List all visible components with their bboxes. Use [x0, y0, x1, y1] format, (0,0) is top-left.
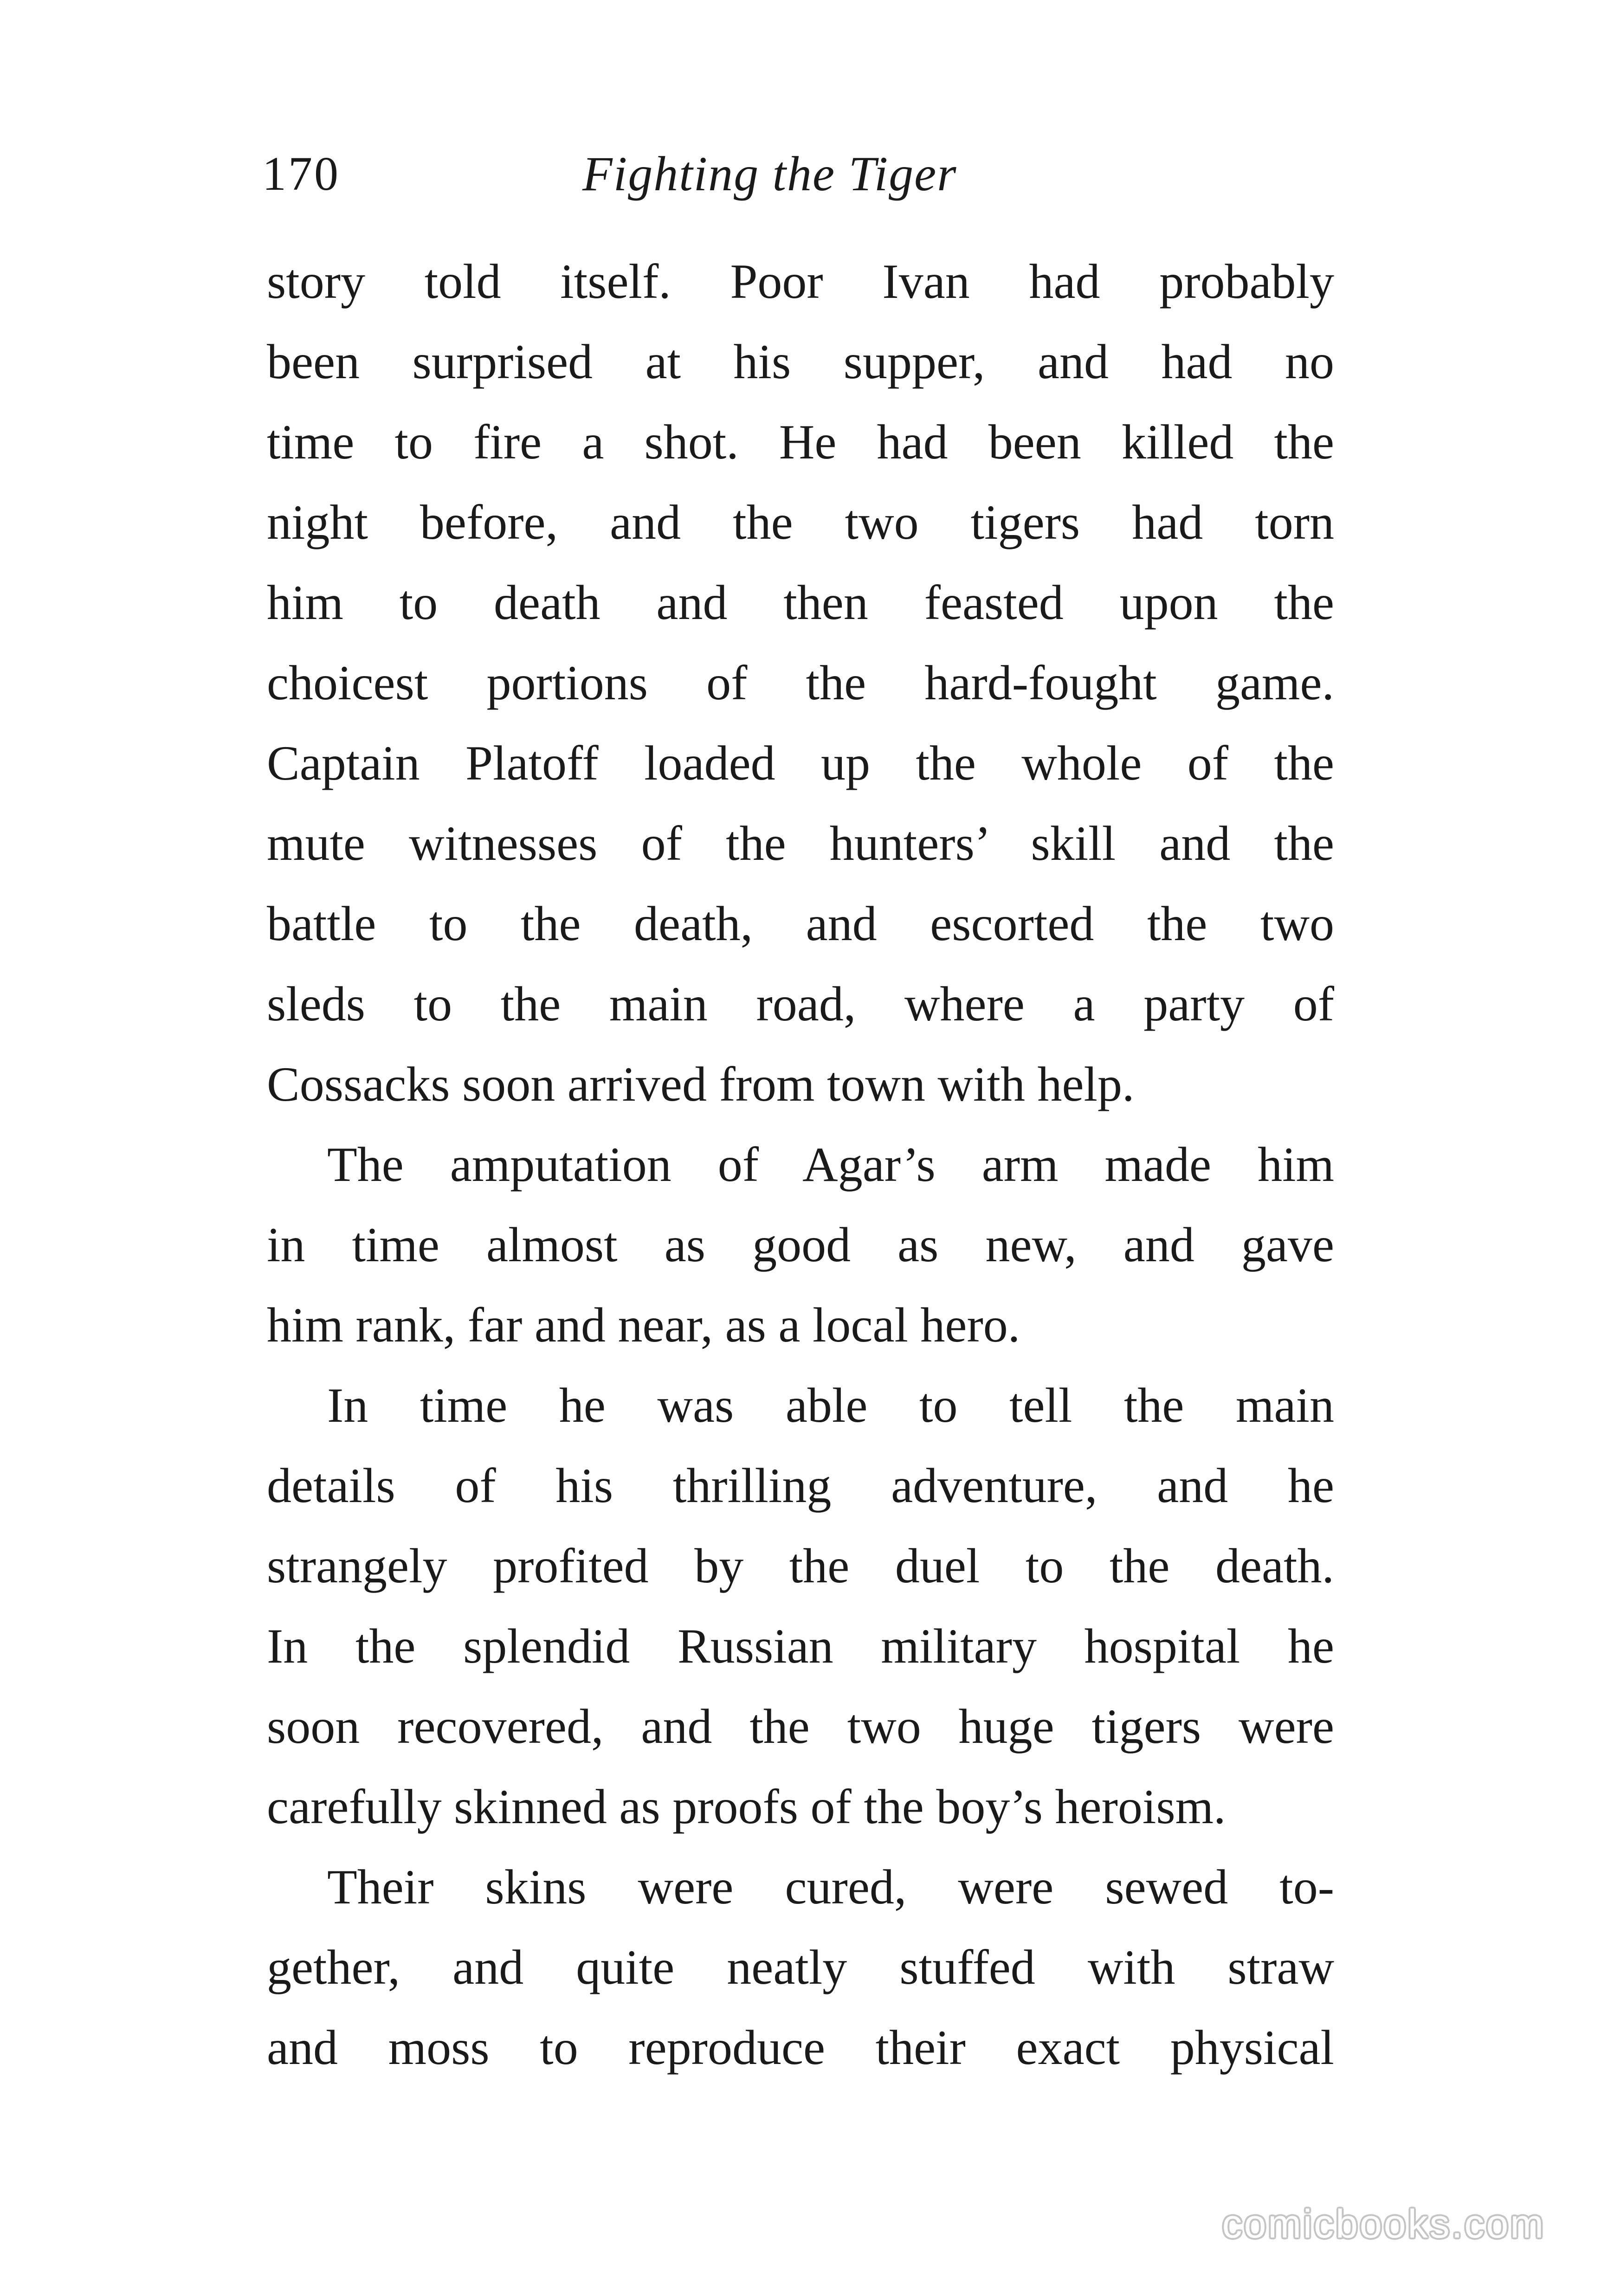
text-line: soon recovered, and the two huge tigers were: [267, 1699, 1334, 1754]
text-line: been surprised at his supper, and had no: [267, 335, 1334, 389]
text-line: Captain Platoff loaded up the whole of the: [267, 736, 1334, 790]
text-line: gether, and quite neatly stuffed with straw: [267, 1940, 1334, 1994]
text-line: details of his thrilling adventure, and he: [267, 1458, 1334, 1513]
text-line: mute witnesses of the hunters’ skill and the: [267, 816, 1334, 871]
paragraph-first-line: In time he was able to tell the main: [327, 1378, 1334, 1432]
text-line: battle to the death, and escorted the two: [267, 896, 1334, 951]
text-line: In the splendid Russian military hospital he: [267, 1619, 1334, 1673]
text-line: story told itself. Poor Ivan had probably: [267, 254, 1334, 309]
running-title: Fighting the Tiger: [582, 147, 957, 201]
text-line: strangely profited by the duel to the death.: [267, 1539, 1334, 1593]
paragraph-last-line: carefully skinned as proofs of the boy’s heroism.: [267, 1780, 1226, 1834]
page-number: 170: [262, 147, 340, 200]
paragraph-last-line: him rank, far and near, as a local hero.: [267, 1298, 1020, 1352]
paragraph-first-line: Their skins were cured, were sewed to-: [327, 1860, 1334, 1914]
running-head: [262, 139, 1343, 218]
text-line: time to fire a shot. He had been killed the: [267, 415, 1334, 469]
text-line: and moss to reproduce their exact physical: [267, 2020, 1334, 2075]
text-line: choicest portions of the hard-fought game.: [267, 656, 1334, 710]
body-text: [267, 241, 1334, 2088]
site-watermark: comicbooks.com: [1222, 2202, 1545, 2246]
paragraph-last-line: Cossacks soon arrived from town with help.: [267, 1057, 1135, 1111]
text-line: night before, and the two tigers had torn: [267, 495, 1334, 549]
paragraph-first-line: The amputation of Agar’s arm made him: [327, 1137, 1334, 1192]
text-line: him to death and then feasted upon the: [267, 575, 1334, 630]
text-line: sleds to the main road, where a party of: [267, 977, 1334, 1031]
text-line: in time almost as good as new, and gave: [267, 1218, 1334, 1272]
